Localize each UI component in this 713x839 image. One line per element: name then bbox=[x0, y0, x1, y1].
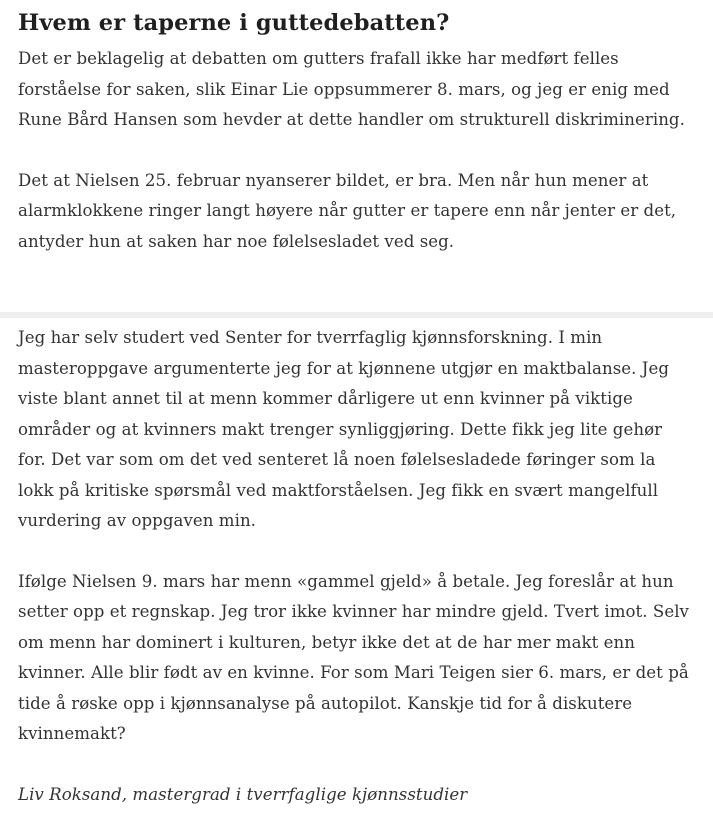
article-title: Hvem er taperne i guttedebatten? bbox=[18, 10, 450, 36]
article-paragraph-1: Det er beklagelig at debatten om gutters frafall ikke har medført felles forståelse for saken, slik Einar Lie oppsummerer 8. mars, og jeg er enig med Rune Bård Hansen som hevder at dette handler om strukturell diskriminering. bbox=[18, 49, 685, 129]
article-paragraph-3: Jeg har selv studert ved Senter for tverrfaglig kjønnsforskning. I min masteroppgave argumenterte jeg for at kjønnene utgjør en maktbalanse. Jeg viste blant annet til at menn kommer dårligere ut enn kvinner på viktige områder og at kvinners makt trenger synliggjøring. Dette fikk jeg lite gehør for. Det var som om det ved senteret lå noen følelsesladede føringer som la lokk på kritiske spørsmål ved maktforståelsen. Jeg fikk en svært mangelfull vurdering av oppgaven min. bbox=[18, 328, 670, 530]
article-paragraph-4: Ifølge Nielsen 9. mars har menn «gammel gjeld» å betale. Jeg foreslår at hun setter opp et regnskap. Jeg tror ikke kvinner har mindre gjeld. Tvert imot. Selv om menn har dominert i kulturen, betyr ikke det at de har mer makt enn kvinner. Alle blir født av en kvinne. For som Mari Teigen sier 6. mars, er det på tide å røske opp i kjønnsanalyse på autopilot. Kanskje tid for å diskutere kvinnemakt? bbox=[18, 571, 689, 743]
article-bottom-section bbox=[0, 318, 713, 839]
article-paragraph-2: Det at Nielsen 25. februar nyanserer bildet, er bra. Men når hun mener at alarmklokkene ringer langt høyere når gutter er tapere enn når jenter er det, antyder hun at saken har noe følelsesladet ved seg. bbox=[18, 170, 677, 251]
article-signature: Liv Roksand, mastergrad i tverrfaglige kjønnsstudier bbox=[18, 784, 468, 804]
article-top-section bbox=[0, 0, 713, 312]
